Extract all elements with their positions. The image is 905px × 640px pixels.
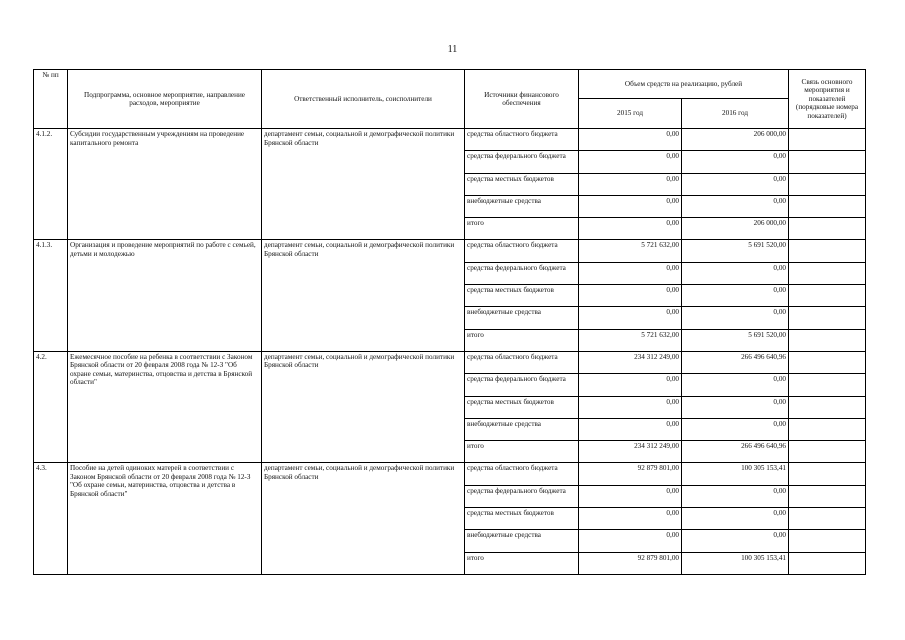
value-2015: 5 721 632,00	[579, 329, 682, 351]
executor-cell: департамент семьи, социальной и демографической политики Брянской области	[262, 129, 465, 240]
item-number: 4.1.2.	[34, 129, 68, 240]
header-program: Подпрограмма, основное мероприятие, направление расходов, мероприятие	[68, 70, 262, 129]
total-label: итого	[465, 218, 579, 240]
value-2015: 0,00	[579, 173, 682, 195]
executor-cell: департамент семьи, социальной и демографической политики Брянской области	[262, 463, 465, 574]
link-cell	[789, 195, 866, 217]
table-body	[34, 129, 866, 575]
value-2015: 92 879 801,00	[579, 552, 682, 574]
value-2016: 266 496 640,96	[682, 351, 789, 373]
link-cell	[789, 262, 866, 284]
value-2016: 0,00	[682, 307, 789, 329]
value-2016: 5 691 520,00	[682, 329, 789, 351]
value-2015: 0,00	[579, 396, 682, 418]
value-2015: 234 312 249,00	[579, 441, 682, 463]
header-row	[34, 70, 866, 99]
total-label: итого	[465, 552, 579, 574]
program-cell: Субсидии государственным учреждениям на проведение капитального ремонта	[68, 129, 262, 240]
budget-table	[33, 69, 866, 575]
table-row	[34, 463, 866, 485]
total-label: итого	[465, 441, 579, 463]
table-row	[34, 129, 866, 151]
value-2016: 0,00	[682, 508, 789, 530]
table-row	[34, 240, 866, 262]
program-cell: Пособие на детей одиноких матерей в соответствии с Законом Брянской области от 20 февраля 2008 года № 12-З "Об охране семьи, материнства, отцовства и детства в Брянской области"	[68, 463, 262, 574]
link-cell	[789, 240, 866, 262]
link-cell	[789, 441, 866, 463]
source-cell: средства местных бюджетов	[465, 508, 579, 530]
source-cell: средства местных бюджетов	[465, 285, 579, 307]
link-cell	[789, 351, 866, 373]
link-cell	[789, 218, 866, 240]
value-2015: 0,00	[579, 151, 682, 173]
value-2015: 0,00	[579, 374, 682, 396]
value-2015: 0,00	[579, 508, 682, 530]
source-cell: средства федерального бюджета	[465, 262, 579, 284]
link-cell	[789, 374, 866, 396]
value-2016: 0,00	[682, 173, 789, 195]
value-2016: 0,00	[682, 396, 789, 418]
link-cell	[789, 530, 866, 552]
value-2015: 5 721 632,00	[579, 240, 682, 262]
value-2016: 0,00	[682, 418, 789, 440]
value-2016: 0,00	[682, 530, 789, 552]
item-number: 4.1.3.	[34, 240, 68, 351]
source-cell: внебюджетные средства	[465, 307, 579, 329]
link-cell	[789, 485, 866, 507]
value-2015: 0,00	[579, 530, 682, 552]
source-cell: средства федерального бюджета	[465, 374, 579, 396]
value-2016: 100 305 153,41	[682, 552, 789, 574]
header-executor: Ответственный исполнитель, соисполнители	[262, 70, 465, 129]
header-num: № пп	[34, 70, 68, 129]
link-cell	[789, 151, 866, 173]
total-label: итого	[465, 329, 579, 351]
executor-cell: департамент семьи, социальной и демографической политики Брянской области	[262, 240, 465, 351]
link-cell	[789, 552, 866, 574]
value-2016: 100 305 153,41	[682, 463, 789, 485]
value-2015: 92 879 801,00	[579, 463, 682, 485]
value-2015: 0,00	[579, 218, 682, 240]
executor-cell: департамент семьи, социальной и демографической политики Брянской области	[262, 351, 465, 462]
value-2016: 0,00	[682, 285, 789, 307]
header-sources: Источники финансового обеспечения	[465, 70, 579, 129]
value-2015: 0,00	[579, 418, 682, 440]
source-cell: средства местных бюджетов	[465, 396, 579, 418]
value-2015: 0,00	[579, 485, 682, 507]
value-2015: 0,00	[579, 195, 682, 217]
value-2015: 0,00	[579, 285, 682, 307]
source-cell: средства областного бюджета	[465, 351, 579, 373]
item-number: 4.3.	[34, 463, 68, 574]
item-number: 4.2.	[34, 351, 68, 462]
page-number: 11	[447, 44, 458, 55]
source-cell: средства местных бюджетов	[465, 173, 579, 195]
source-cell: внебюджетные средства	[465, 195, 579, 217]
value-2016: 0,00	[682, 374, 789, 396]
link-cell	[789, 396, 866, 418]
program-cell: Организация и проведение мероприятий по работе с семьей, детьми и молодежью	[68, 240, 262, 351]
link-cell	[789, 418, 866, 440]
source-cell: средства федерального бюджета	[465, 151, 579, 173]
link-cell	[789, 463, 866, 485]
header-link: Связь основного мероприятия и показателей (порядковые номера показателей)	[789, 70, 866, 129]
link-cell	[789, 129, 866, 151]
value-2016: 206 000,00	[682, 218, 789, 240]
header-2015: 2015 год	[579, 99, 682, 129]
source-cell: средства областного бюджета	[465, 240, 579, 262]
link-cell	[789, 508, 866, 530]
header-2016: 2016 год	[682, 99, 789, 129]
source-cell: внебюджетные средства	[465, 418, 579, 440]
value-2016: 0,00	[682, 151, 789, 173]
source-cell: внебюджетные средства	[465, 530, 579, 552]
value-2016: 266 496 640,96	[682, 441, 789, 463]
header-volume: Объем средств на реализацию, рублей	[579, 70, 789, 99]
link-cell	[789, 285, 866, 307]
value-2016: 0,00	[682, 485, 789, 507]
value-2016: 5 691 520,00	[682, 240, 789, 262]
source-cell: средства областного бюджета	[465, 463, 579, 485]
value-2016: 206 000,00	[682, 129, 789, 151]
link-cell	[789, 329, 866, 351]
source-cell: средства областного бюджета	[465, 129, 579, 151]
link-cell	[789, 307, 866, 329]
value-2016: 0,00	[682, 262, 789, 284]
value-2015: 234 312 249,00	[579, 351, 682, 373]
source-cell: средства федерального бюджета	[465, 485, 579, 507]
link-cell	[789, 173, 866, 195]
program-cell: Ежемесячное пособие на ребенка в соответствии с Законом Брянской области от 20 февраля 2008 года № 12-З "Об охране семьи, материнства, отцовства и детства в Брянской области"	[68, 351, 262, 462]
value-2015: 0,00	[579, 262, 682, 284]
table-row	[34, 351, 866, 373]
value-2015: 0,00	[579, 129, 682, 151]
value-2015: 0,00	[579, 307, 682, 329]
value-2016: 0,00	[682, 195, 789, 217]
